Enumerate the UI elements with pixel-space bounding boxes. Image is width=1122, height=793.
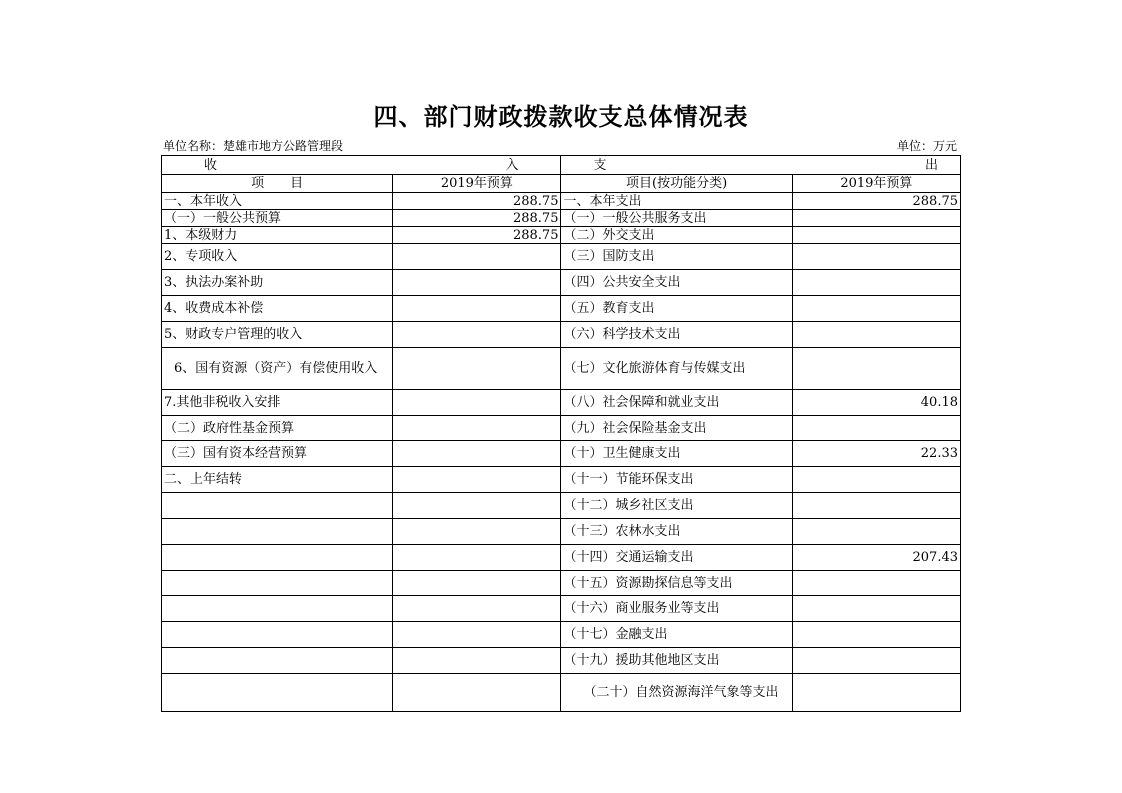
expense-item-cell: （十）卫生健康支出 <box>561 441 792 467</box>
income-value-cell <box>393 519 561 545</box>
column-header-budget: 2019年预算 <box>393 175 561 193</box>
income-item-cell: 7.其他非税收入安排 <box>162 390 393 416</box>
expense-item-cell: （十六）商业服务业等支出 <box>561 596 792 622</box>
expense-value-cell: 40.18 <box>792 390 960 416</box>
income-value-cell <box>393 467 561 493</box>
income-value-cell: 288.75 <box>393 210 561 227</box>
expense-value-cell <box>792 596 960 622</box>
expense-item-cell: （十七）金融支出 <box>561 622 792 648</box>
expense-header-right: 出 <box>924 157 938 173</box>
table-row <box>162 571 961 596</box>
income-value-cell <box>393 270 561 296</box>
income-item-cell <box>162 493 393 519</box>
income-value-cell <box>393 390 561 416</box>
expense-header-left: 支 <box>593 157 607 173</box>
table-row <box>162 322 961 348</box>
income-value-cell <box>393 648 561 674</box>
expense-value-cell: 22.33 <box>792 441 960 467</box>
income-item-cell <box>162 545 393 571</box>
income-value-cell <box>393 596 561 622</box>
table-row <box>162 519 961 545</box>
expense-item-cell: （八）社会保障和就业支出 <box>561 390 792 416</box>
income-header-left: 收 <box>204 157 218 173</box>
income-value-cell <box>393 244 561 270</box>
income-item-cell <box>162 674 393 712</box>
expense-value-cell <box>792 571 960 596</box>
table-row <box>162 596 961 622</box>
income-value-cell <box>393 296 561 322</box>
header-row-columns <box>162 175 961 193</box>
table-row <box>162 467 961 493</box>
expense-value-cell <box>792 467 960 493</box>
page-title: 四、部门财政拨款收支总体情况表 <box>373 103 749 131</box>
expense-item-cell: （四）公共安全支出 <box>561 270 792 296</box>
income-item-cell: 2、专项收入 <box>162 244 393 270</box>
income-item-cell: 二、上年结转 <box>162 467 393 493</box>
expense-value-cell <box>792 648 960 674</box>
income-item-cell: 1、本级财力 <box>162 227 393 244</box>
column-header-function: 项目(按功能分类) <box>561 175 792 193</box>
expense-item-cell: （一）一般公共服务支出 <box>561 210 792 227</box>
unit-label: 单位：万元 <box>896 139 957 153</box>
expense-value-cell <box>792 416 960 441</box>
income-item-cell <box>162 622 393 648</box>
income-value-cell <box>393 441 561 467</box>
table-row <box>162 348 961 390</box>
expense-value-cell <box>792 622 960 648</box>
income-value-cell <box>393 493 561 519</box>
expense-value-cell: 288.75 <box>792 193 960 210</box>
expense-item-cell: （十三）农林水支出 <box>561 519 792 545</box>
expense-value-cell <box>792 519 960 545</box>
income-item-cell: （一）一般公共预算 <box>162 210 393 227</box>
income-item-cell: 一、本年收入 <box>162 193 393 210</box>
expense-item-cell: （十五）资源勘探信息等支出 <box>561 571 792 596</box>
income-value-cell <box>393 416 561 441</box>
income-item-cell <box>162 596 393 622</box>
table-row <box>162 622 961 648</box>
expense-value-cell <box>792 322 960 348</box>
expense-value-cell <box>792 227 960 244</box>
income-value-cell <box>393 674 561 712</box>
income-value-cell <box>393 322 561 348</box>
budget-table <box>161 155 961 712</box>
table-row <box>162 244 961 270</box>
income-value-cell <box>393 571 561 596</box>
expense-item-cell: （九）社会保险基金支出 <box>561 416 792 441</box>
table-row <box>162 210 961 227</box>
expense-value-cell <box>792 348 960 390</box>
table-row <box>162 296 961 322</box>
income-item-cell: 5、财政专户管理的收入 <box>162 322 393 348</box>
income-item-cell <box>162 519 393 545</box>
expense-value-cell <box>792 244 960 270</box>
column-header-budget2: 2019年预算 <box>792 175 960 193</box>
table-row <box>162 270 961 296</box>
expense-value-cell <box>792 493 960 519</box>
expense-item-cell: （十一）节能环保支出 <box>561 467 792 493</box>
expense-item-cell: （二）外交支出 <box>561 227 792 244</box>
income-item-cell: （二）政府性基金预算 <box>162 416 393 441</box>
table-row <box>162 493 961 519</box>
table-row <box>162 545 961 571</box>
expense-item-cell: （五）教育支出 <box>561 296 792 322</box>
table-row <box>162 416 961 441</box>
income-item-cell: 3、执法办案补助 <box>162 270 393 296</box>
header-row-top <box>162 156 961 175</box>
income-value-cell: 288.75 <box>393 227 561 244</box>
expense-value-cell <box>792 210 960 227</box>
income-item-cell <box>162 571 393 596</box>
income-item-cell: 6、国有资源（资产）有偿使用收入 <box>162 348 393 390</box>
table-row <box>162 441 961 467</box>
expense-item-cell: （十九）援助其他地区支出 <box>561 648 792 674</box>
unit-name-label: 单位名称：楚雄市地方公路管理段 <box>163 139 344 153</box>
expense-item-cell: （六）科学技术支出 <box>561 322 792 348</box>
income-item-cell <box>162 648 393 674</box>
income-value-cell <box>393 545 561 571</box>
income-value-cell <box>393 348 561 390</box>
income-item-cell: （三）国有资本经营预算 <box>162 441 393 467</box>
column-header-item: 项 目 <box>162 175 393 193</box>
expense-header-cell <box>561 156 961 175</box>
income-item-cell: 4、收费成本补偿 <box>162 296 393 322</box>
table-row <box>162 227 961 244</box>
table-row <box>162 648 961 674</box>
expense-item-cell: （七）文化旅游体育与传媒支出 <box>561 348 792 390</box>
expense-item-cell: （三）国防支出 <box>561 244 792 270</box>
income-header-cell <box>162 156 561 175</box>
expense-value-cell <box>792 270 960 296</box>
expense-item-cell: （十四）交通运输支出 <box>561 545 792 571</box>
expense-item-cell: （十二）城乡社区支出 <box>561 493 792 519</box>
table-row <box>162 674 961 712</box>
income-value-cell: 288.75 <box>393 193 561 210</box>
expense-value-cell: 207.43 <box>792 545 960 571</box>
table-row <box>162 193 961 210</box>
expense-value-cell <box>792 674 960 712</box>
expense-value-cell <box>792 296 960 322</box>
expense-item-cell: （二十）自然资源海洋气象等支出 <box>561 674 792 712</box>
expense-item-cell: 一、本年支出 <box>561 193 792 210</box>
table-row <box>162 390 961 416</box>
income-header-right: 入 <box>505 157 519 173</box>
income-value-cell <box>393 622 561 648</box>
